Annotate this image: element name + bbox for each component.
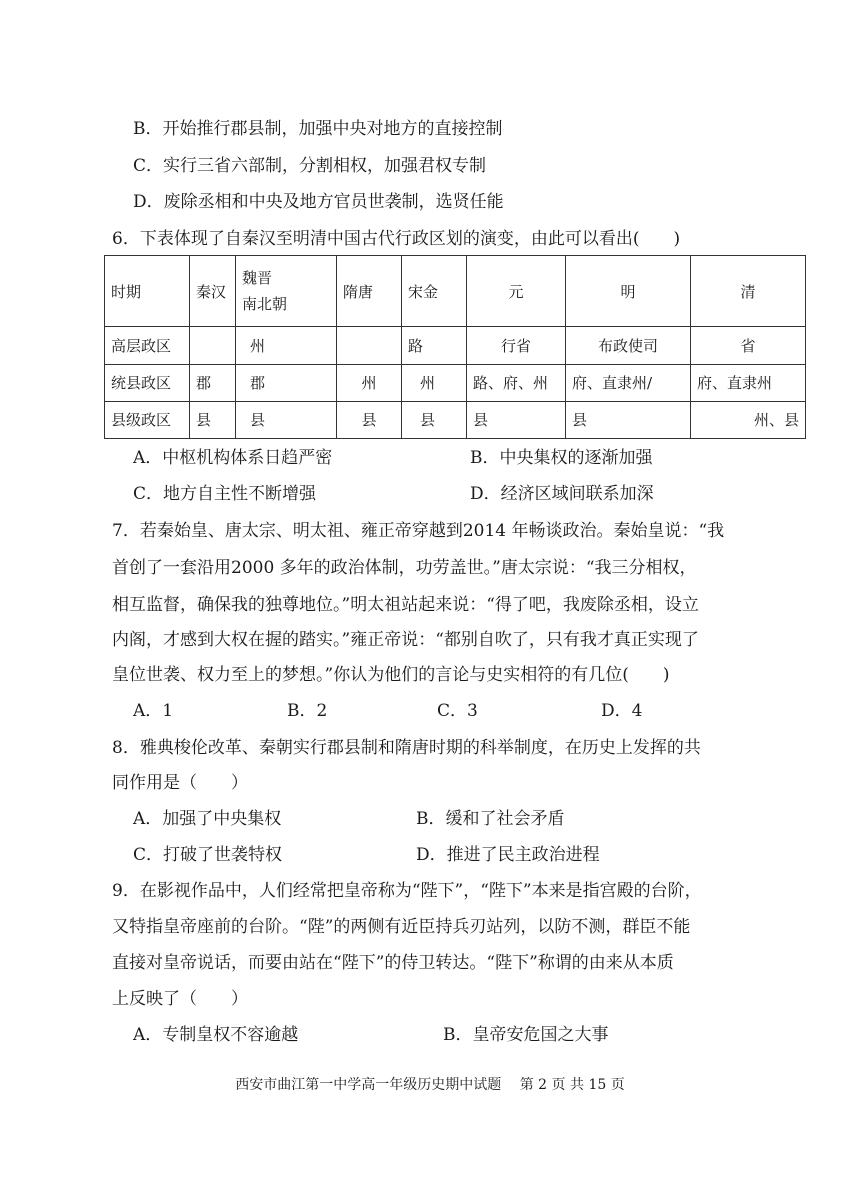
q8-option-b: B．缓和了社会矛盾 — [416, 809, 565, 829]
header-nan-bei-chao: 南北朝 — [242, 295, 288, 314]
table-cell: 县 — [236, 401, 337, 438]
table-header-cell: 元 — [467, 256, 566, 327]
table-header-cell: 宋金 — [402, 256, 467, 327]
table-cell — [337, 327, 402, 364]
q9-line-3: 直接对皇帝说话，而要由站在“陛下”的侍卫转达。“陛下”称谓的由来从本质 — [112, 953, 674, 973]
header-wei-jin: 魏晋 — [242, 269, 273, 288]
table-header-cell: 时期 — [105, 256, 190, 327]
table-cell: 布政使司 — [566, 327, 691, 364]
q5-option-b: B．开始推行郡县制，加强中央对地方的直接控制 — [133, 119, 503, 139]
q6-option-a: A．中枢机构体系日趋严密 — [133, 448, 333, 468]
table-cell: 行省 — [467, 327, 566, 364]
table-cell: 郡 — [190, 364, 236, 401]
q8-option-a: A．加强了中央集权 — [133, 809, 282, 829]
table-cell: 府、直隶州 — [691, 364, 806, 401]
table-cell: 路、府、州 — [467, 364, 566, 401]
table-cell: 县级政区 — [105, 401, 190, 438]
q9-option-a: A．专制皇权不容逾越 — [133, 1025, 299, 1045]
table-cell: 县 — [467, 401, 566, 438]
q8-line-1: 8．雅典梭伦改革、秦朝实行郡县制和隋唐时期的科举制度，在历史上发挥的共 — [112, 738, 701, 758]
table-cell: 郡 — [236, 364, 337, 401]
q6-stem: 6．下表体现了自秦汉至明清中国古代行政区划的演变，由此可以看出( ) — [112, 229, 681, 249]
table-header-cell — [236, 256, 337, 327]
table-cell: 统县政区 — [105, 364, 190, 401]
table-header-cell: 秦汉 — [190, 256, 236, 327]
q9-line-4: 上反映了（ ） — [112, 989, 248, 1009]
q7-option-c: C．3 — [437, 701, 478, 721]
q9-line-1: 9．在影视作品中，人们经常把皇帝称为“陛下”，“陛下”本来是指宫殿的台阶， — [112, 881, 702, 901]
q8-option-c: C．打破了世袭特权 — [133, 845, 283, 865]
table-header-cell: 明 — [566, 256, 691, 327]
table-row — [105, 364, 806, 401]
q7-line-3: 相互监督，确保我的独尊地位。”明太祖站起来说：“得了吧，我废除丞相，设立 — [112, 595, 699, 615]
q6-option-d: D．经济区域间联系加深 — [470, 484, 654, 504]
admin-division-table — [104, 255, 806, 439]
table-row — [105, 401, 806, 438]
table-header-row — [105, 256, 806, 327]
table-cell: 府、直隶州/ — [566, 364, 691, 401]
q7-line-4: 内阁，才感到大权在握的踏实。”雍正帝说：“都别自吹了，只有我才真正实现了 — [112, 630, 699, 650]
q9-line-2: 又特指皇帝座前的台阶。“陛”的两侧有近臣持兵刃站列，以防不测，群臣不能 — [112, 917, 691, 937]
table-cell: 县 — [337, 401, 402, 438]
q7-line-2: 首创了一套沿用2000 多年的政治体制，功劳盖世。”唐太宗说：“我三分相权， — [112, 558, 697, 578]
table-cell: 县 — [402, 401, 467, 438]
q8-line-2: 同作用是（ ） — [112, 773, 248, 793]
q7-option-b: B．2 — [287, 701, 328, 721]
q7-option-d: D．4 — [601, 701, 643, 721]
table-header-cell: 清 — [691, 256, 806, 327]
table-cell: 州 — [337, 364, 402, 401]
table-cell: 高层政区 — [105, 327, 190, 364]
table-cell: 州 — [236, 327, 337, 364]
page-footer: 西安市曲江第一中学高一年级历史期中试题 第 2 页 共 15 页 — [235, 1077, 625, 1093]
table-cell: 路 — [402, 327, 467, 364]
q7-line-5: 皇位世袭、权力至上的梦想。”你认为他们的言论与史实相符的有几位( ) — [112, 665, 670, 685]
q7-option-a: A．1 — [133, 701, 174, 721]
table-row — [105, 327, 806, 364]
table-cell: 省 — [691, 327, 806, 364]
q8-option-d: D．推进了民主政治进程 — [416, 845, 600, 865]
table-header-cell: 隋唐 — [337, 256, 402, 327]
q5-option-c: C．实行三省六部制，分割相权，加强君权专制 — [133, 156, 487, 176]
table-cell: 州 — [402, 364, 467, 401]
q5-option-d: D．废除丞相和中央及地方官员世袭制，选贤任能 — [133, 192, 504, 212]
table-cell: 县 — [190, 401, 236, 438]
q6-option-c: C．地方自主性不断增强 — [133, 484, 317, 504]
table-cell: 县 — [566, 401, 691, 438]
table-cell — [190, 327, 236, 364]
q7-line-1: 7．若秦始皇、唐太宗、明太祖、雍正帝穿越到2014 年畅谈政治。秦始皇说：“我 — [112, 521, 725, 541]
q6-option-b: B．中央集权的逐渐加强 — [470, 448, 653, 468]
table-cell: 州、县 — [691, 401, 806, 438]
q9-option-b: B．皇帝安危国之大事 — [443, 1025, 609, 1045]
